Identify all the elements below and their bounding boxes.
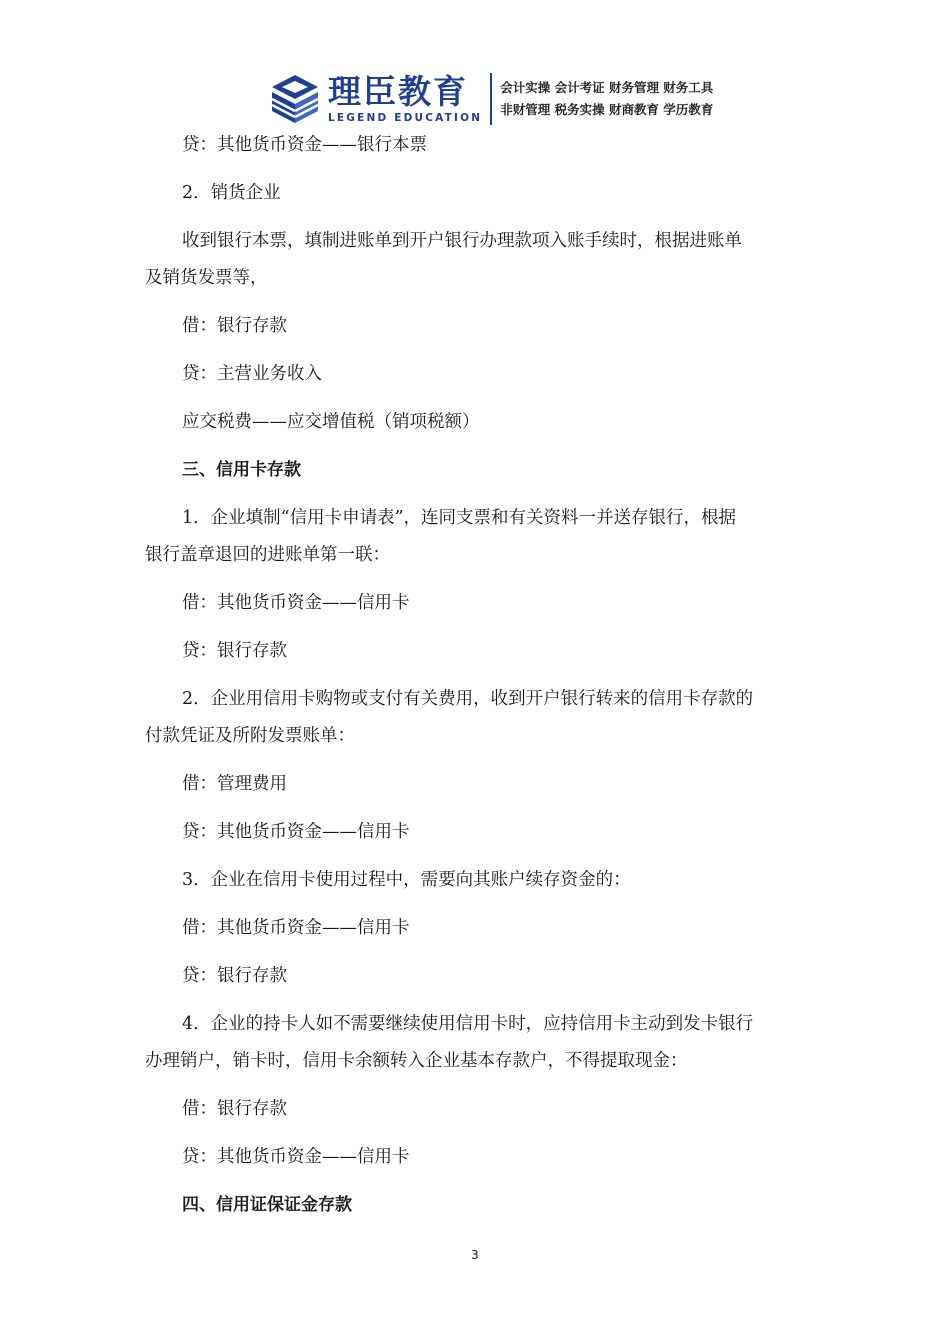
journal-line: 贷：其他货币资金——银行本票 (182, 135, 427, 155)
journal-line: 借：银行存款 (182, 1099, 287, 1119)
journal-line: 贷：其他货币资金——信用卡 (182, 1147, 410, 1167)
section-heading: 三、信用卡存款 (182, 460, 301, 480)
brand-english-name: LEGEND EDUCATION (328, 112, 483, 124)
header-taglines (500, 77, 713, 121)
paragraph (145, 223, 810, 297)
tagline-row-1: 会计实操 会计考证 财务管理 财务工具 (500, 80, 714, 95)
paragraph (145, 1006, 810, 1080)
journal-line: 应交税费——应交增值税（销项税额） (182, 412, 480, 432)
journal-line: 借：管理费用 (182, 774, 287, 794)
journal-line: 贷：主营业务收入 (182, 364, 322, 384)
section-heading: 四、信用证保证金存款 (182, 1195, 352, 1215)
subsection-title: 2．销货企业 (182, 183, 281, 203)
legend-cube-logo-icon (268, 72, 322, 126)
paragraph-line: 银行盖章退回的进账单第一联： (145, 545, 390, 565)
paragraph-line: 3．企业在信用卡使用过程中，需要向其账户续存资金的： (182, 870, 631, 890)
journal-line: 贷：其他货币资金——信用卡 (182, 822, 410, 842)
journal-line: 贷：银行存款 (182, 641, 287, 661)
paragraph (145, 500, 810, 574)
paragraph-line: 及销货发票等， (145, 268, 268, 288)
journal-line: 借：其他货币资金——信用卡 (182, 918, 410, 938)
brand-block (328, 73, 482, 125)
document-body (145, 127, 810, 1235)
paragraph-line: 办理销户，销卡时，信用卡余额转入企业基本存款户，不得提取现金： (145, 1051, 688, 1071)
header-divider (490, 73, 492, 125)
paragraph-line: 收到银行本票，填制进账单到开户银行办理款项入账手续时，根据进账单 (182, 231, 742, 251)
brand-name: 理臣教育 (328, 72, 468, 111)
journal-line: 借：其他货币资金——信用卡 (182, 593, 410, 613)
document-header (268, 70, 713, 128)
paragraph-line: 1．企业填制“信用卡申请表”，连同支票和有关资料一并送存银行，根据 (182, 508, 737, 528)
paragraph-line: 4．企业的持卡人如不需要继续使用信用卡时，应持信用卡主动到发卡银行 (182, 1014, 754, 1034)
paragraph (145, 681, 810, 755)
page-number: 3 (471, 1248, 479, 1262)
paragraph-line: 2．企业用信用卡购物或支付有关费用，收到开户银行转来的信用卡存款的 (182, 689, 754, 709)
tagline-row-2: 非财管理 税务实操 财商教育 学历教育 (500, 102, 714, 117)
journal-line: 借：银行存款 (182, 316, 287, 336)
paragraph-line: 付款凭证及所附发票账单： (145, 726, 355, 746)
journal-line: 贷：银行存款 (182, 966, 287, 986)
